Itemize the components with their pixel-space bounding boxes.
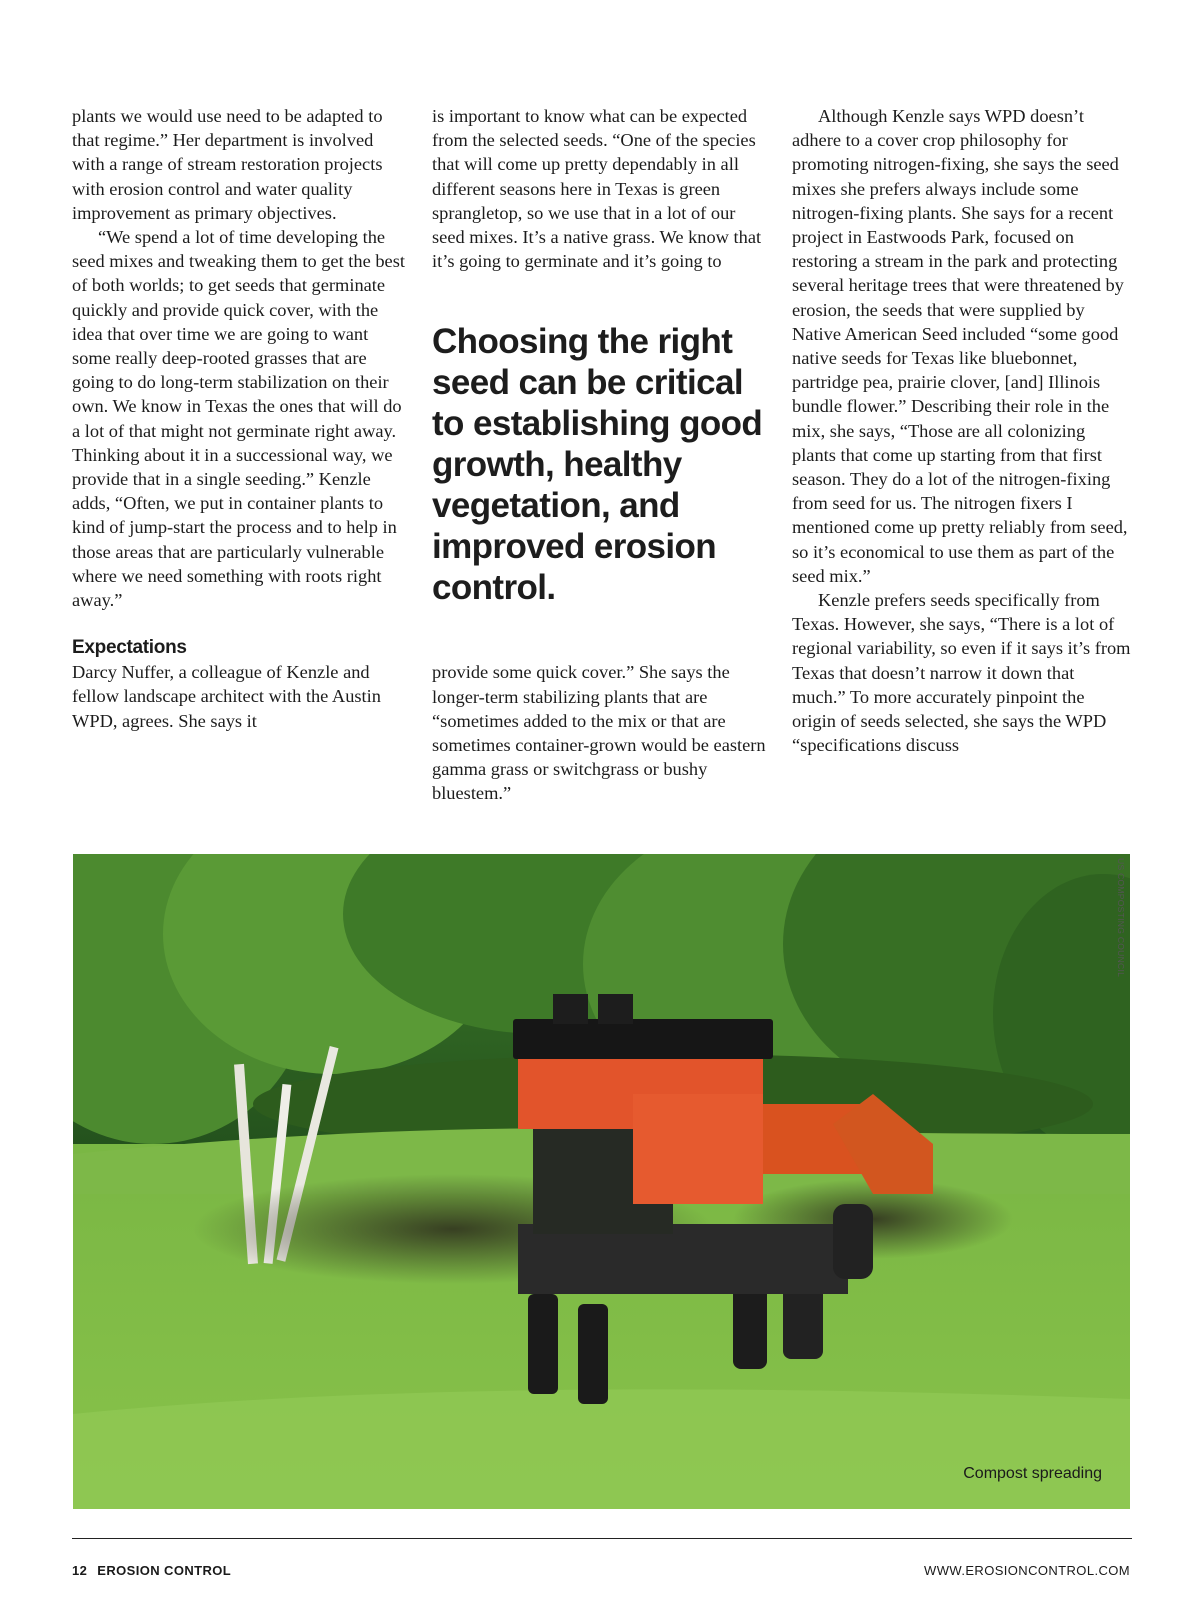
compost-spreading-photo — [73, 854, 1130, 1509]
paragraph: Kenzle prefers seeds specifically from Texas. However, she says, “There is a lot of regional variability, so even if it says it’s from Texas that doesn’t narrow it down that much.” To more accurately pinpoint the origin of seeds selected, she says the WPD “specifications discuss — [792, 590, 1131, 756]
photo-illustration — [73, 854, 1130, 1509]
paragraph: plants we would use need to be adapted to that regime.” Her department is involved with a range of stream restoration projects with erosion control and water quality improvement as primary objectives. — [72, 106, 383, 223]
photo-credit: US COMPOSTING COUNCIL — [1116, 858, 1126, 978]
footer-rule — [72, 1538, 1132, 1539]
publication-name: EROSION CONTROL — [97, 1563, 232, 1578]
pull-quote: Choosing the right seed can be critical to establishing good growth, healthy vegetation, and improved erosion control. — [432, 322, 763, 608]
paragraph: Darcy Nuffer, a colleague of Kenzle and fellow landscape architect with the Austin WPD, agrees. She says it — [72, 662, 381, 731]
footer-folio — [72, 1563, 231, 1578]
article-column-2 — [432, 104, 768, 806]
footer-website: WWW.EROSIONCONTROL.COM — [924, 1563, 1130, 1578]
page-number: 12 — [72, 1563, 88, 1578]
photo-caption: Compost spreading — [963, 1465, 1102, 1482]
article-column-1 — [72, 104, 408, 733]
paragraph: “We spend a lot of time developing the seed mixes and tweaking them to get the best of both worlds; to get seeds that germinate quickly and provide quick cover, with the idea that over time we are going to want some really deep-rooted grasses that are going to do long-term stabilization on their own. We know in Texas the ones that will do a lot of that might not germinate right away. Thinking about it in a successional way, we provide that in a single seeding.” Kenzle adds, “Often, we put in container plants to kind of jump-start the process and to help in those areas that are particularly vulnerable where we need something with roots right away.” — [72, 227, 405, 611]
paragraph: Although Kenzle says WPD doesn’t adhere to a cover crop philosophy for promoting nitrogen-fixing, she says the seed mixes she prefers always include some nitrogen-fixing plants. She says for a recent project in Eastwoods Park, focused on restoring a stream in the park and protecting several heritage trees that were threatened by erosion, the seeds that were supplied by Native American Seed included “some good native seeds for Texas like bluebonnet, partridge pea, prairie clover, [and] Illinois bundle flower.” Describing their role in the mix, she says, “Those are all colonizing plants that come up starting from that first season. They do a lot of the nitrogen-fixing from seed for us. The nitrogen fixers I mentioned come up pretty reliably from seed, so it’s economical to use them as part of the seed mix.” — [792, 106, 1128, 586]
section-subhead: Expectations — [72, 637, 187, 659]
article-column-3 — [792, 104, 1132, 757]
paragraph: is important to know what can be expected from the selected seeds. “One of the species that will come up pretty dependably in all different seasons here in Texas is green sprangletop, so we use that in a lot of our seed mixes. It’s a native grass. We know that it’s going to germinate and it’s going to — [432, 106, 762, 272]
paragraph: provide some quick cover.” She says the longer-term stabilizing plants that are “sometimes added to the mix or that are sometimes container-grown would be eastern gamma grass or switchgrass or bushy bluestem.” — [432, 662, 766, 804]
